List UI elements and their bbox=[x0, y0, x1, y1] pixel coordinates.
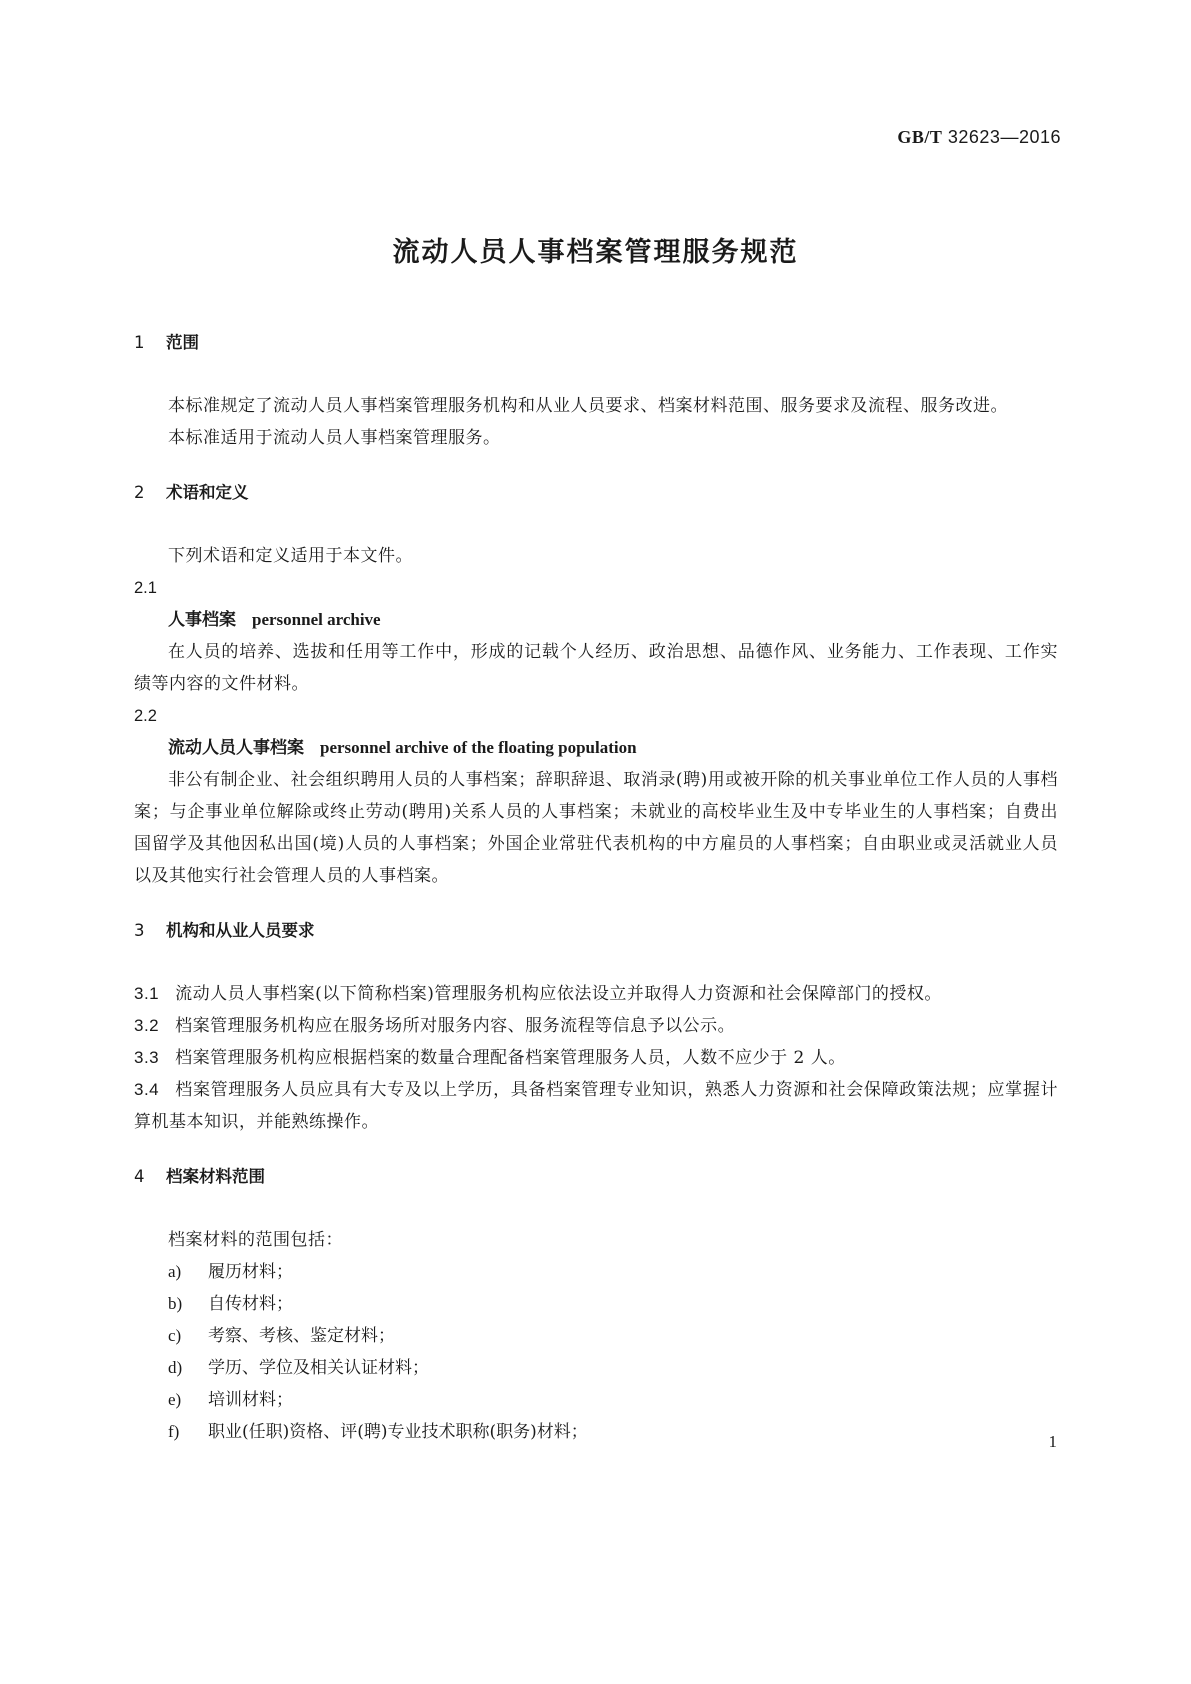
page-number: 1 bbox=[1048, 1432, 1057, 1451]
section-4-heading bbox=[134, 1164, 1058, 1190]
list-label: b) bbox=[168, 1294, 183, 1313]
section-2-heading bbox=[134, 480, 1058, 506]
term-number: 2.2 bbox=[134, 707, 157, 725]
section-1-heading bbox=[134, 330, 1058, 356]
term-english: personnel archive bbox=[252, 610, 381, 629]
clause-text: 档案管理服务机构应在服务场所对服务内容、服务流程等信息予以公示。 bbox=[175, 1016, 736, 1036]
term-chinese: 人事档案 bbox=[168, 610, 236, 630]
list-text: 职业(任职)资格、评(聘)专业技术职称(职务)材料； bbox=[208, 1422, 588, 1442]
list-text: 学历、学位及相关认证材料； bbox=[208, 1358, 429, 1378]
list-text: 培训材料； bbox=[208, 1390, 293, 1410]
list-item bbox=[134, 1384, 1058, 1416]
list-item bbox=[134, 1416, 1058, 1448]
clause bbox=[134, 1074, 1058, 1138]
term-english: personnel archive of the floating population bbox=[320, 738, 637, 757]
paragraph: 本标准适用于流动人员人事档案管理服务。 bbox=[168, 428, 501, 448]
document-body bbox=[134, 330, 1058, 1448]
clause-number: 3.3 bbox=[134, 1048, 160, 1067]
term-definition: 在人员的培养、选拔和任用等工作中，形成的记载个人经历、政治思想、品德作风、业务能力、工作表现、工作实绩等内容的文件材料。 bbox=[134, 642, 1058, 694]
section-3-heading bbox=[134, 918, 1058, 944]
standard-code: 32623—2016 bbox=[947, 127, 1061, 147]
term-definition: 非公有制企业、社会组织聘用人员的人事档案；辞职辞退、取消录(聘)用或被开除的机关事业单位工作人员的人事档案；与企事业单位解除或终止劳动(聘用)关系人员的人事档案；未就业的高校毕业生及中专毕业生的人事档案；自费出国留学及其他因私出国(境)人员的人事档案；外国企业常驻代表机构的中方雇员的人事档案；自由职业或灵活就业人员以及其他实行社会管理人员的人事档案。 bbox=[134, 770, 1058, 886]
section-number: 2 bbox=[134, 483, 145, 502]
term-number: 2.1 bbox=[134, 579, 157, 597]
list-item bbox=[134, 1256, 1058, 1288]
section-title: 范围 bbox=[166, 333, 199, 352]
section-title: 术语和定义 bbox=[166, 483, 249, 502]
section-number: 1 bbox=[134, 333, 145, 352]
list-text: 考察、考核、鉴定材料； bbox=[208, 1326, 395, 1346]
list-label: d) bbox=[168, 1358, 183, 1377]
list-label: a) bbox=[168, 1262, 182, 1281]
list-item bbox=[134, 1288, 1058, 1320]
clause-number: 3.2 bbox=[134, 1016, 160, 1035]
list-item bbox=[134, 1320, 1058, 1352]
clause bbox=[134, 978, 1058, 1010]
paragraph: 本标准规定了流动人员人事档案管理服务机构和从业人员要求、档案材料范围、服务要求及流程、服务改进。 bbox=[168, 396, 1008, 416]
section-title: 机构和从业人员要求 bbox=[166, 921, 315, 940]
section-number: 3 bbox=[134, 921, 145, 940]
term-chinese: 流动人员人事档案 bbox=[168, 738, 304, 758]
list-label: f) bbox=[168, 1422, 180, 1441]
clause bbox=[134, 1042, 1058, 1074]
list-item bbox=[134, 1352, 1058, 1384]
paragraph: 档案材料的范围包括： bbox=[168, 1230, 343, 1250]
clause bbox=[134, 1010, 1058, 1042]
standard-number bbox=[897, 127, 1061, 148]
document-title: 流动人员人事档案管理服务规范 bbox=[392, 237, 799, 268]
list-label: c) bbox=[168, 1326, 182, 1345]
standard-prefix: GB/T bbox=[897, 127, 943, 147]
section-title: 档案材料范围 bbox=[166, 1167, 265, 1186]
list-text: 自传材料； bbox=[208, 1294, 293, 1314]
paragraph: 下列术语和定义适用于本文件。 bbox=[168, 546, 413, 566]
term-entry bbox=[134, 604, 1058, 636]
clause-text: 流动人员人事档案(以下简称档案)管理服务机构应依法设立并取得人力资源和社会保障部门的授权。 bbox=[175, 984, 942, 1004]
list-text: 履历材料； bbox=[208, 1262, 293, 1282]
clause-text: 档案管理服务机构应根据档案的数量合理配备档案管理服务人员，人数不应少于 2 人。 bbox=[175, 1048, 846, 1068]
list-label: e) bbox=[168, 1390, 182, 1409]
section-number: 4 bbox=[134, 1167, 145, 1186]
clause-number: 3.4 bbox=[134, 1080, 160, 1099]
term-entry bbox=[134, 732, 1058, 764]
clause-text: 档案管理服务人员应具有大专及以上学历，具备档案管理专业知识，熟悉人力资源和社会保障政策法规；应掌握计算机基本知识，并能熟练操作。 bbox=[134, 1080, 1058, 1132]
clause-number: 3.1 bbox=[134, 984, 160, 1003]
